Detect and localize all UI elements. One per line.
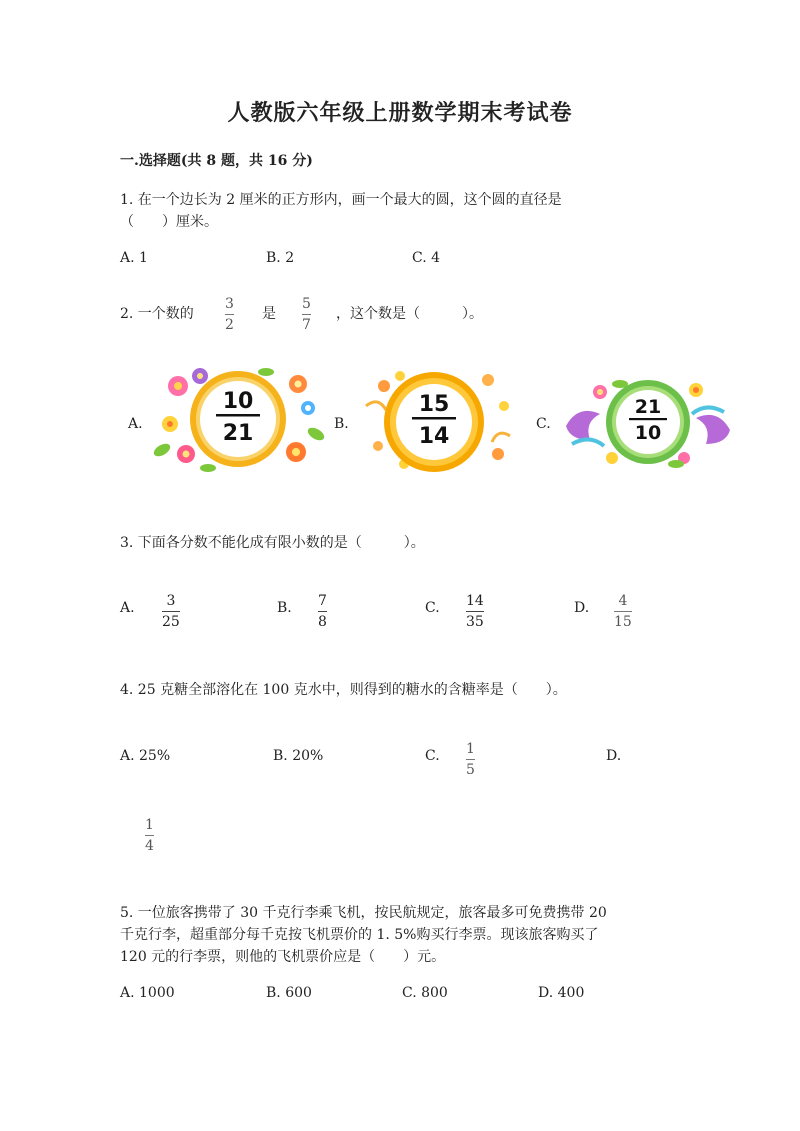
q2-option-a-label[interactable]: A. xyxy=(128,416,143,432)
q3-option-d-fraction[interactable] xyxy=(614,593,632,630)
q5-option-d[interactable]: D. 400 xyxy=(538,985,585,1001)
q5-option-a[interactable]: A. 1000 xyxy=(120,985,175,1001)
leaf-wreath-icon[interactable] xyxy=(560,374,736,470)
fraction-bar xyxy=(466,611,484,612)
q2-c-denominator: 10 xyxy=(634,422,662,444)
numerator: 14 xyxy=(466,593,484,609)
q3-option-b-fraction[interactable] xyxy=(318,593,327,630)
question-2-prefix: 2. 一个数的 xyxy=(120,306,194,322)
q3-option-d-label[interactable]: D. xyxy=(574,600,590,616)
q3-option-a-label[interactable]: A. xyxy=(120,600,135,616)
question-5-line-2: 千克行李，超重部分每千克按飞机票价的 1. 5%购买行李票。现该旅客购买了 xyxy=(120,927,599,943)
fraction-bar xyxy=(302,314,311,315)
q1-option-c[interactable]: C. 4 xyxy=(412,250,441,266)
q4-option-d-label[interactable]: D. xyxy=(606,748,622,764)
fraction-bar xyxy=(466,759,475,760)
flower-wreath-icon[interactable] xyxy=(148,364,328,476)
denominator: 25 xyxy=(162,614,180,630)
numerator: 3 xyxy=(225,296,234,312)
numerator: 7 xyxy=(318,593,327,609)
numerator: 1 xyxy=(466,741,475,757)
question-5-line-3: 120 元的行李票，则他的飞机票价应是（ ）元。 xyxy=(120,949,446,965)
q1-option-a[interactable]: A. 1 xyxy=(120,250,148,266)
denominator: 35 xyxy=(466,614,484,630)
q2-option-b-label[interactable]: B. xyxy=(334,416,349,432)
q2-b-numerator: 15 xyxy=(418,392,450,417)
numerator: 4 xyxy=(618,593,628,609)
fraction-bar xyxy=(216,414,260,417)
numerator: 3 xyxy=(166,593,176,609)
fraction-bar xyxy=(225,314,234,315)
q3-option-b-label[interactable]: B. xyxy=(277,600,292,616)
question-4-text: 4. 25 克糖全部溶化在 100 克水中，则得到的糖水的含糖率是（ ）。 xyxy=(120,682,567,698)
denominator: 15 xyxy=(614,614,632,630)
denominator: 5 xyxy=(466,762,475,778)
q2-b-denominator: 14 xyxy=(418,424,450,449)
q4-option-c-fraction[interactable] xyxy=(466,741,475,778)
fraction-bar xyxy=(318,611,327,612)
section-heading: 一.选择题(共 8 题，共 16 分) xyxy=(120,153,313,169)
q1-option-b[interactable]: B. 2 xyxy=(266,250,295,266)
q2-a-numerator: 10 xyxy=(222,389,254,414)
denominator: 2 xyxy=(225,317,234,333)
question-1-line-2: （ ）厘米。 xyxy=(120,214,218,230)
q3-option-c-label[interactable]: C. xyxy=(425,600,440,616)
q2-a-denominator: 21 xyxy=(222,421,254,446)
q5-option-b[interactable]: B. 600 xyxy=(266,985,312,1001)
numerator: 1 xyxy=(145,817,154,833)
q2-fraction-2 xyxy=(302,296,311,333)
question-1-line-1: 1. 在一个边长为 2 厘米的正方形内，画一个最大的圆，这个圆的直径是 xyxy=(120,192,562,208)
q4-option-c-label[interactable]: C. xyxy=(425,748,440,764)
denominator: 4 xyxy=(145,838,154,854)
q5-option-c[interactable]: C. 800 xyxy=(402,985,448,1001)
fraction-bar xyxy=(412,417,456,420)
fraction-bar xyxy=(145,835,154,836)
q2-fraction-1 xyxy=(225,296,234,333)
denominator: 7 xyxy=(302,317,311,333)
sun-wreath-icon[interactable] xyxy=(358,366,518,478)
q4-option-d-fraction[interactable] xyxy=(145,817,154,854)
question-3-text: 3. 下面各分数不能化成有限小数的是（ ）。 xyxy=(120,535,425,551)
q2-option-c-label[interactable]: C. xyxy=(536,416,551,432)
q4-option-b[interactable]: B. 20% xyxy=(273,748,324,764)
q3-option-a-fraction[interactable] xyxy=(162,593,180,630)
q2-c-numerator: 21 xyxy=(634,396,662,418)
question-5-line-1: 5. 一位旅客携带了 30 千克行李乘飞机，按民航规定，旅客最多可免费携带 20 xyxy=(120,905,607,921)
question-2-suffix: ，这个数是（ ）。 xyxy=(336,306,483,322)
numerator: 5 xyxy=(302,296,311,312)
denominator: 8 xyxy=(318,614,327,630)
fraction-bar xyxy=(614,611,632,612)
question-2-mid: 是 xyxy=(262,306,276,322)
fraction-bar xyxy=(162,611,180,612)
q4-option-a[interactable]: A. 25% xyxy=(120,748,171,764)
fraction-bar xyxy=(629,418,667,420)
q3-option-c-fraction[interactable] xyxy=(466,593,484,630)
page-title: 人教版六年级上册数学期末考试卷 xyxy=(227,100,573,126)
